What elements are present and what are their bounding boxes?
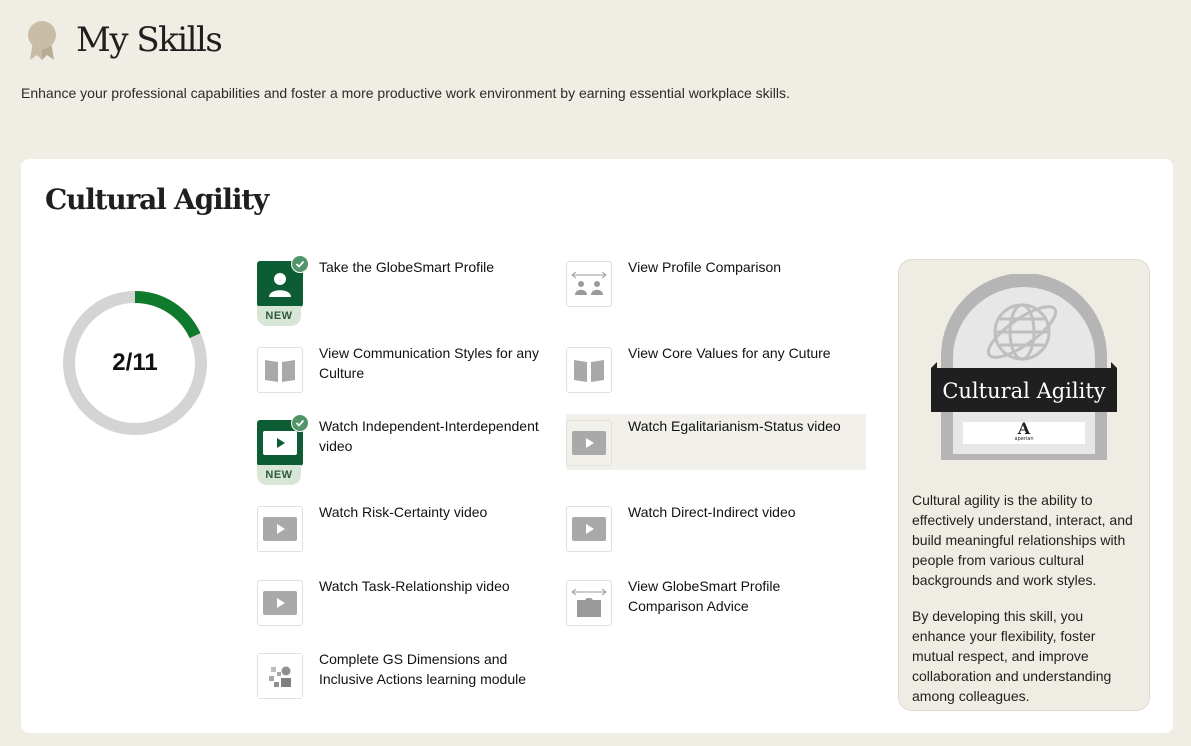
task-thumbnail <box>566 261 612 307</box>
task-watch-direct-indirect[interactable] <box>566 506 866 562</box>
badge-description-paragraph: By developing this skill, you enhance your flexibility, foster mutual respect, and improve collaboration and understanding among colleagues. <box>912 608 1112 704</box>
task-watch-task-relationship[interactable] <box>257 580 549 636</box>
task-label: View GlobeSmart Profile Comparison Advice <box>628 578 781 614</box>
profile-comparison-icon <box>570 271 608 297</box>
skill-title: Cultural Agility <box>45 183 269 216</box>
task-label: Take the GlobeSmart Profile <box>319 259 495 275</box>
task-label: Watch Task-Relationship video <box>319 578 510 594</box>
new-badge: NEW <box>257 306 301 326</box>
video-play-icon <box>571 516 607 542</box>
badge-description-paragraph: Cultural agility is the ability to effectively understand, interact, and build meaningful relationships with people from various cultural backgrounds and work styles. <box>912 492 1133 588</box>
task-thumbnail <box>257 347 303 393</box>
video-play-icon <box>262 516 298 542</box>
task-complete-gs-dimensions[interactable] <box>257 653 549 709</box>
page-title: My Skills <box>76 20 222 60</box>
comparison-advice-icon <box>570 588 608 618</box>
badge-description <box>912 490 1138 722</box>
badge-title: Cultural Agility <box>942 379 1106 403</box>
task-view-communication-styles[interactable] <box>257 347 549 403</box>
book-icon <box>573 357 605 383</box>
task-label: View Profile Comparison <box>628 259 782 275</box>
task-watch-independent-interdependent[interactable] <box>257 418 549 481</box>
task-label: View Communication Styles for any Culture <box>319 345 539 381</box>
task-label: View Core Values for any Cuture <box>628 345 831 361</box>
badge-panel <box>898 259 1150 711</box>
video-play-icon <box>262 590 298 616</box>
task-take-globesmart-profile[interactable] <box>257 259 549 322</box>
task-label: Complete GS Dimensions and Inclusive Actions learning module <box>319 651 527 687</box>
task-thumbnail <box>566 580 612 626</box>
task-thumbnail <box>257 506 303 552</box>
task-thumbnail <box>566 506 612 552</box>
task-label: Watch Direct-Indirect video <box>628 504 796 520</box>
task-thumbnail <box>566 347 612 393</box>
brand-logo-letter: A <box>1017 419 1031 438</box>
video-play-icon <box>262 430 298 456</box>
brand-name: aperian <box>1014 436 1034 442</box>
task-label: Watch Risk-Certainty video <box>319 504 488 520</box>
completed-check-icon <box>291 414 309 432</box>
task-thumbnail <box>257 653 303 699</box>
profile-person-icon <box>265 269 295 299</box>
task-thumbnail <box>257 580 303 626</box>
completed-check-icon <box>291 255 309 273</box>
task-label: Watch Independent-Interdependent video <box>319 418 539 454</box>
task-view-core-values[interactable] <box>566 347 866 403</box>
new-badge: NEW <box>257 465 301 485</box>
task-view-profile-comparison[interactable] <box>566 261 866 317</box>
progress-count: 2/11 <box>112 349 158 376</box>
skill-badge-image <box>929 274 1119 464</box>
book-icon <box>264 357 296 383</box>
page-header <box>22 18 221 62</box>
task-thumbnail <box>566 420 612 466</box>
video-play-icon <box>571 430 607 456</box>
task-watch-egalitarianism-status[interactable] <box>566 414 866 470</box>
award-ribbon-icon <box>22 18 62 62</box>
learning-module-icon <box>267 663 293 689</box>
task-view-comparison-advice[interactable] <box>566 580 866 636</box>
task-label: Watch Egalitarianism-Status video <box>628 418 841 434</box>
page-subtitle: Enhance your professional capabilities and foster a more productive work environment by earning essential workplace skills. <box>21 85 790 101</box>
skill-card <box>21 159 1173 733</box>
task-watch-risk-certainty[interactable] <box>257 506 549 562</box>
